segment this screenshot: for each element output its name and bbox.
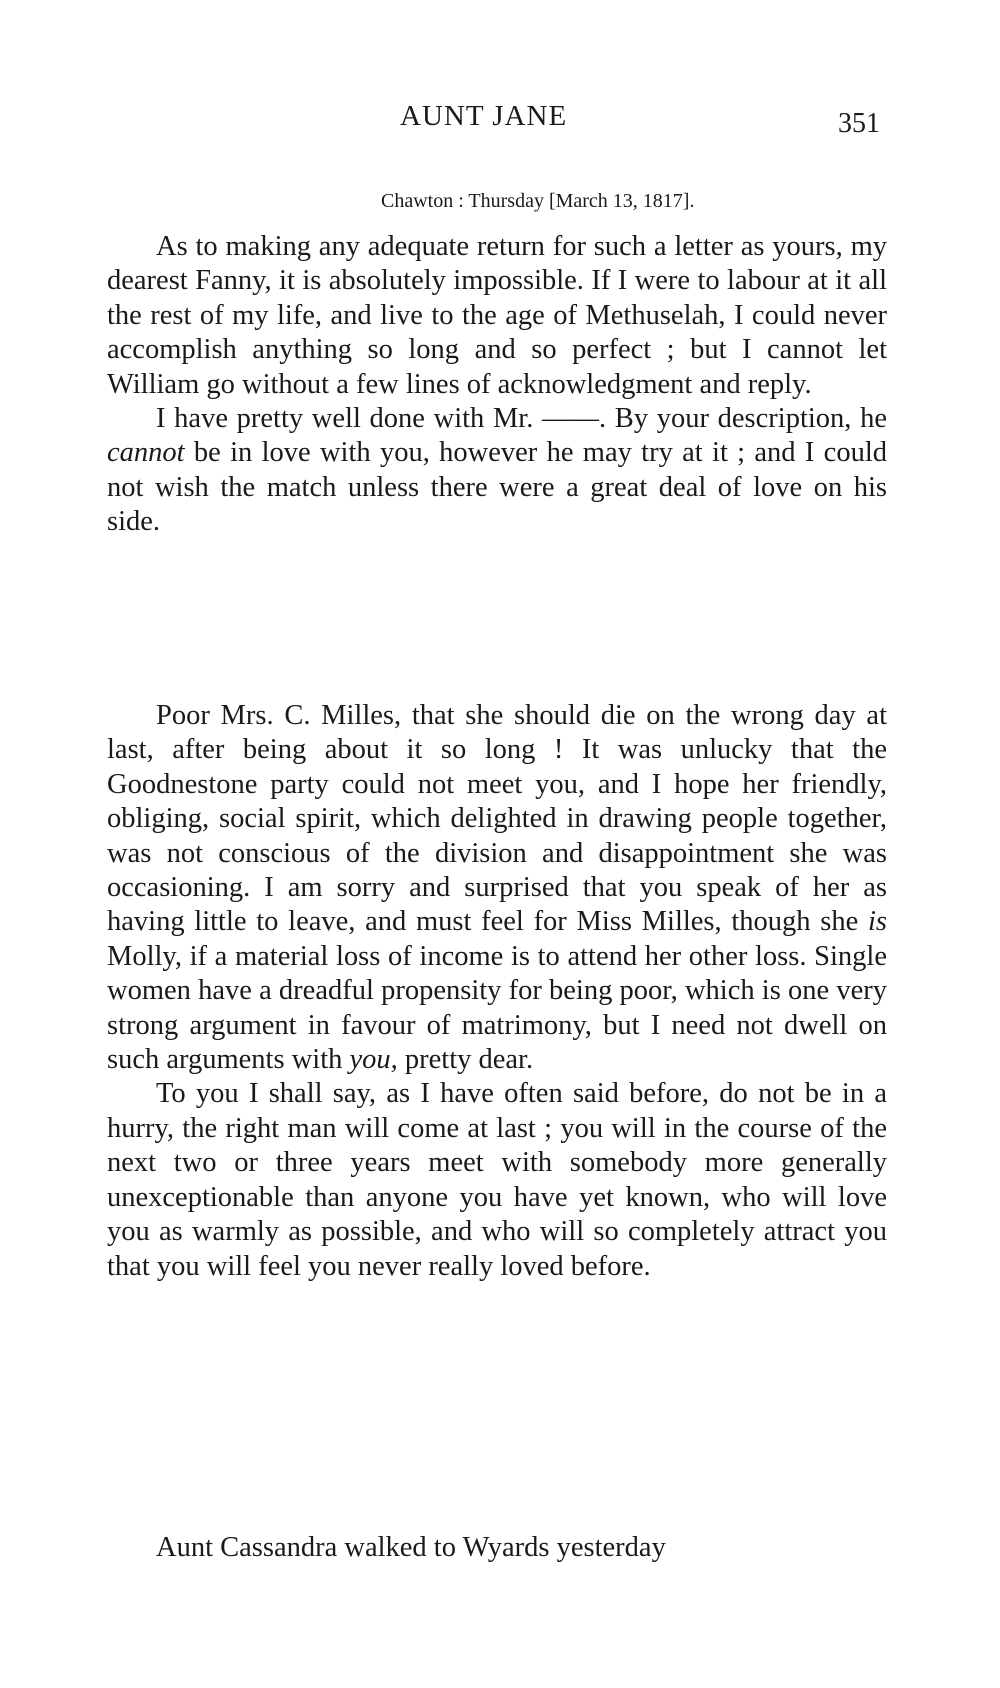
page-number: 351 [838, 108, 880, 139]
paragraph-3-emphasis-1: is [867, 906, 887, 938]
paragraph-1: As to making any adequate return for such a letter as yours, my dearest Fanny, it is absolutely impossible. If I were to labour at it all the rest of my life, and live to the age of Methuselah, I could never accomplish anything so long and so perfect ; but I cannot let William go without a few lines of acknowledgment and reply. [107, 231, 887, 400]
paragraph-2-text-b: be in love with you, however he may try at it ; and I could not wish the match unless there were a great deal of love on his side. [107, 437, 887, 538]
paragraph-3-emphasis-2: you, [349, 1044, 398, 1076]
letter-dateline: Chawton : Thursday [March 13, 1817]. [381, 190, 695, 212]
text-block-middle [107, 699, 887, 1284]
paragraph-2 [107, 402, 887, 540]
paragraph-3-text-c: pretty dear. [397, 1044, 534, 1076]
paragraph-2-text-a: I have pretty well done with Mr. ——. By your description, he [156, 403, 887, 435]
text-block-bottom [107, 1531, 887, 1565]
paragraph-3-text-a: Poor Mrs. C. Milles, that she should die on the wrong day at last, after being about it so long ! It was unlucky that the Goodnestone party could not meet you, and I hope her friendly, obliging, social spirit, which delighted in drawing people together, was not conscious of the division and disappointment she was occasioning. I am sorry and surprised that you speak of her as having little to leave, and must feel for Miss Milles, though she [107, 700, 887, 938]
running-head [0, 100, 1000, 140]
paragraph-3 [107, 699, 887, 1077]
paragraph-5: Aunt Cassandra walked to Wyards yesterday [156, 1532, 666, 1563]
running-title: AUNT JANE [400, 100, 568, 132]
paragraph-4: To you I shall say, as I have often said before, do not be in a hurry, the right man will come at last ; you will in the course of the next two or three years meet with somebody more generally unexceptionable than anyone you have yet known, who will love you as warmly as possible, and who will so completely attract you that you will feel you never really loved before. [107, 1078, 887, 1282]
text-block-top [107, 230, 887, 540]
paragraph-3-text-b: Molly, if a material loss of income is to attend her other loss. Single women have a dreadful propensity for being poor, which is one very strong argument in favour of matrimony, but I need not dwell on such arguments with [107, 940, 887, 1076]
paragraph-2-emphasis: cannot [107, 437, 185, 469]
